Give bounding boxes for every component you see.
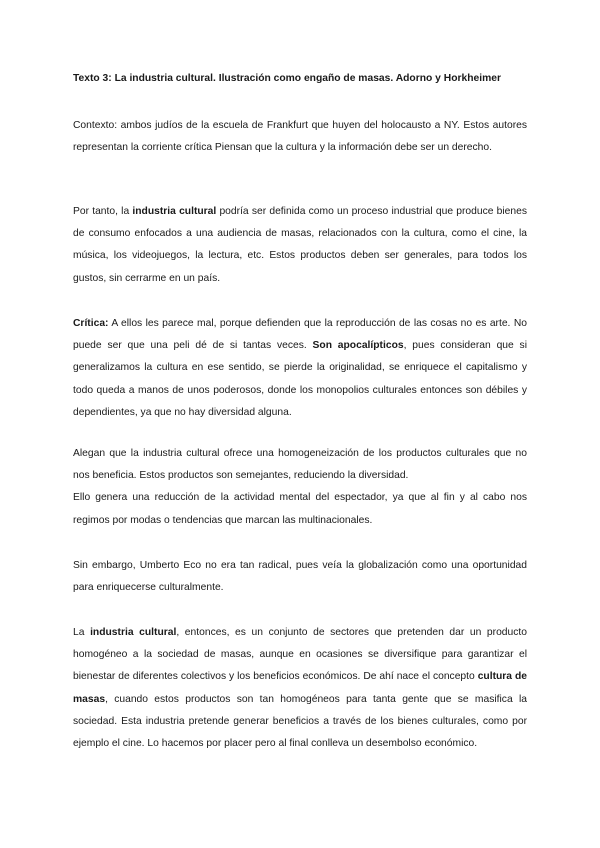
text-run: La (73, 627, 91, 638)
paragraph-homogeneizacion (73, 443, 527, 532)
text-run: Por tanto, la (73, 206, 133, 217)
paragraph-conclusion (73, 622, 527, 755)
paragraph-umberto-eco: Sin embargo, Umberto Eco no era tan radical, pues veía la globalización como una oportunidad para enriquecerse culturalmente. (73, 560, 527, 594)
bold-term: Son apocalípticos (312, 340, 404, 352)
bold-term: cultura de masas (73, 671, 527, 705)
text-run: podría ser definida como un proceso industrial que produce bienes de consumo enfocados a una audiencia de masas, relacionados con la cultura, como el cine, la música, los videojuegos, la lectura, etc. Estos productos deben ser generales, para todos los gustos, sin cerrarme en un país. (73, 206, 527, 284)
document-title: Texto 3: La industria cultural. Ilustración como engaño de masas. Adorno y Horkheimer (73, 73, 501, 84)
paragraph-critica (73, 313, 527, 424)
bold-term: Crítica: (73, 318, 109, 329)
paragraph-context: Contexto: ambos judíos de la escuela de Frankfurt que huyen del holocausto a NY. Estos autores representan la corriente crítica Piensan que la cultura y la información debe ser un derecho. (73, 120, 527, 154)
text-run: , cuando estos productos son tan homogéneos para tanta gente que se masifica la sociedad. Esta industria pretende generar beneficios a través de los bienes culturales, como por ejemplo el cine. Lo hacemos por placer pero al final conlleva un desembolso económico. (73, 693, 527, 750)
text-run: , pues consideran que si generalizamos la cultura en ese sentido, se pierde la originalidad, se enriquece el capitalismo y todo queda a manos de unos poderosos, donde los monopolios culturales entonces son débiles y dependientes, ya que no hay diversidad alguna. (73, 340, 527, 418)
text-run: Alegan que la industria cultural ofrece una homogeneización de los productos culturales que no nos beneficia. Estos productos son semejantes, reduciendo la diversidad. (73, 448, 527, 482)
text-run: Ello genera una reducción de la actividad mental del espectador, ya que al fin y al cabo nos regimos por modas o tendencias que marcan las multinacionales. (73, 492, 527, 526)
bold-term: industria cultural (132, 206, 217, 217)
text-run: A ellos les parece mal, porque defienden que la reproducción de las cosas no es arte. No puede ser que una peli dé de si tantas veces. (73, 318, 527, 352)
text-run: , entonces, es un conjunto de sectores que pretenden dar un producto homogéneo a la sociedad de masas, aunque en ocasiones se diversifique para garantizar el bienestar de diferentes colectivos y los beneficios económicos. De ahí nace el concepto (73, 627, 527, 683)
bold-term: industria cultural (90, 627, 177, 638)
paragraph-definition (73, 201, 527, 290)
